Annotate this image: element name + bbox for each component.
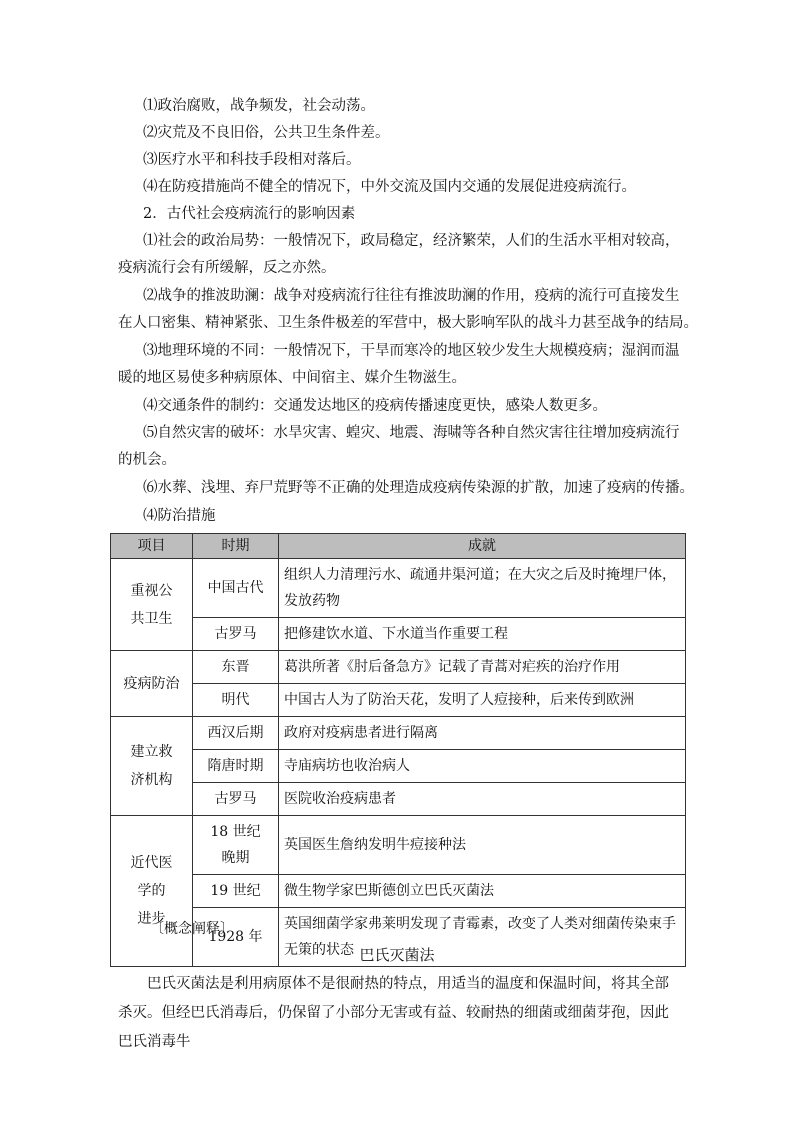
table-row <box>111 651 686 684</box>
concept-title: 巴氏灭菌法 <box>359 946 435 964</box>
header-period: 时期 <box>193 534 279 559</box>
achievement-line: 发放药物 <box>284 593 340 609</box>
period-cell: 古罗马 <box>193 618 279 651</box>
category-line: 进步 <box>137 911 166 927</box>
factor-2-line-1: ⑵战争的推波助澜：战争对疫病流行往往有推波助澜的作用，疫病的流行可直接发生 <box>143 288 680 304</box>
period-cell: 19 世纪 <box>193 875 279 908</box>
category-line: 共卫生 <box>130 610 173 627</box>
factor-5-line-1: ⑸自然灾害的破坏：水旱灾害、蝗灾、地震、海啸等各种自然灾害往往增加疫病流行 <box>143 425 680 441</box>
period-cell: 隋唐时期 <box>193 750 279 783</box>
factor-2-line-2: 在人口密集、精神紧张、卫生条件极差的军营中，极大影响军队的战斗力甚至战争的结局。 <box>118 315 698 331</box>
achievement-cell: 微生物学家巴斯德创立巴氏灭菌法 <box>279 875 686 908</box>
header-item: 项目 <box>111 534 193 559</box>
table-row <box>111 559 686 618</box>
header-achievement: 成就 <box>279 534 686 559</box>
achievements-table <box>110 533 686 967</box>
category-line: 近代医 <box>130 855 173 871</box>
period-line: 18 世纪 <box>210 824 261 840</box>
table-header-row <box>111 534 686 559</box>
table-row <box>111 684 686 717</box>
category-line: 重视公 <box>130 582 173 599</box>
period-cell: 古罗马 <box>193 783 279 816</box>
cause-2: ⑵灾荒及不良旧俗，公共卫生条件差。 <box>143 125 390 141</box>
cause-1: ⑴政治腐败，战争频发，社会动荡。 <box>143 98 375 114</box>
cause-4: ⑷在防疫措施尚不健全的情况下，中外交流及国内交通的发展促进疫病流行。 <box>143 179 636 195</box>
period-cell: 东晋 <box>193 651 279 684</box>
period-cell <box>193 816 279 875</box>
factor-3-line-1: ⑶地理环境的不同：一般情况下，干旱而寒冷的地区较少发生大规模疫病；湿润而温 <box>143 343 680 359</box>
factor-6-line-1: ⑹水葬、浅埋、弃尸荒野等不正确的处理造成疫病传染源的扩散，加速了疫病的传播。 <box>143 480 694 496</box>
factor-1-line-2: 疫病流行会有所缓解，反之亦然。 <box>118 260 336 276</box>
category-cell <box>111 559 193 651</box>
achievement-cell: 英国医生詹纳发明牛痘接种法 <box>279 816 686 875</box>
category-cell: 疫病防治 <box>111 651 193 717</box>
achievement-line: 无策的状态 <box>284 942 354 958</box>
factor-1-line-1: ⑴社会的政治局势：一般情况下，政局稳定，经济繁荣，人们的生活水平相对较高， <box>143 233 680 249</box>
category-cell <box>111 717 193 816</box>
achievement-cell: 葛洪所著《肘后备急方》记载了青蒿对疟疾的治疗作用 <box>279 651 686 684</box>
cause-3: ⑶医疗水平和科技手段相对落后。 <box>143 152 361 168</box>
table-row <box>111 783 686 816</box>
factor-4-line-1: ⑷交通条件的制约：交通发达地区的疫病传播速度更快，感染人数更多。 <box>143 398 607 414</box>
achievement-line: 英国细菌学家弗莱明发现了青霉素，改变了人类对细菌传染束手 <box>284 916 676 932</box>
period-line: 晚期 <box>221 850 250 866</box>
period-cell: 西汉后期 <box>193 717 279 750</box>
concept-body: 巴氏灭菌法是利用病原体不是很耐热的特点，用适当的温度和保温时间，将其全部杀灭。但经巴氏消毒后，仍保留了小部分无害或有益、较耐热的细菌或细菌芽孢，因此巴氏消毒牛 <box>118 976 669 1050</box>
table-row <box>111 618 686 651</box>
section-heading: 2．古代社会疫病流行的影响因素 <box>143 206 356 222</box>
category-line: 学的 <box>137 883 166 899</box>
achievement-cell <box>279 559 686 618</box>
period-cell: 明代 <box>193 684 279 717</box>
category-line: 建立救 <box>130 744 173 760</box>
table-row <box>111 717 686 750</box>
period-cell: 1928 年 <box>193 908 279 967</box>
achievement-cell: 把修建饮水道、下水道当作重要工程 <box>279 618 686 651</box>
factor-3-line-2: 暖的地区易使多种病原体、中间宿主、媒介生物滋生。 <box>118 370 466 386</box>
achievement-line: 组织人力清理污水、疏通井渠河道；在大灾之后及时掩埋尸体， <box>284 567 676 583</box>
table-row <box>111 750 686 783</box>
achievement-cell: 寺庙病坊也收治病人 <box>279 750 686 783</box>
achievement-cell: 政府对疫病患者进行隔离 <box>279 717 686 750</box>
period-cell: 中国古代 <box>193 559 279 618</box>
category-line: 济机构 <box>130 772 173 788</box>
table-row <box>111 816 686 875</box>
concept-label: 〔概念阐释〕 <box>150 921 234 937</box>
achievement-cell: 中国古人为了防治天花，发明了人痘接种，后来传到欧洲 <box>279 684 686 717</box>
achievement-cell: 医院收治疫病患者 <box>279 783 686 816</box>
table-row <box>111 875 686 908</box>
factor-5-line-2: 的机会。 <box>118 452 176 468</box>
measures-heading: ⑷防治措施 <box>143 508 216 524</box>
